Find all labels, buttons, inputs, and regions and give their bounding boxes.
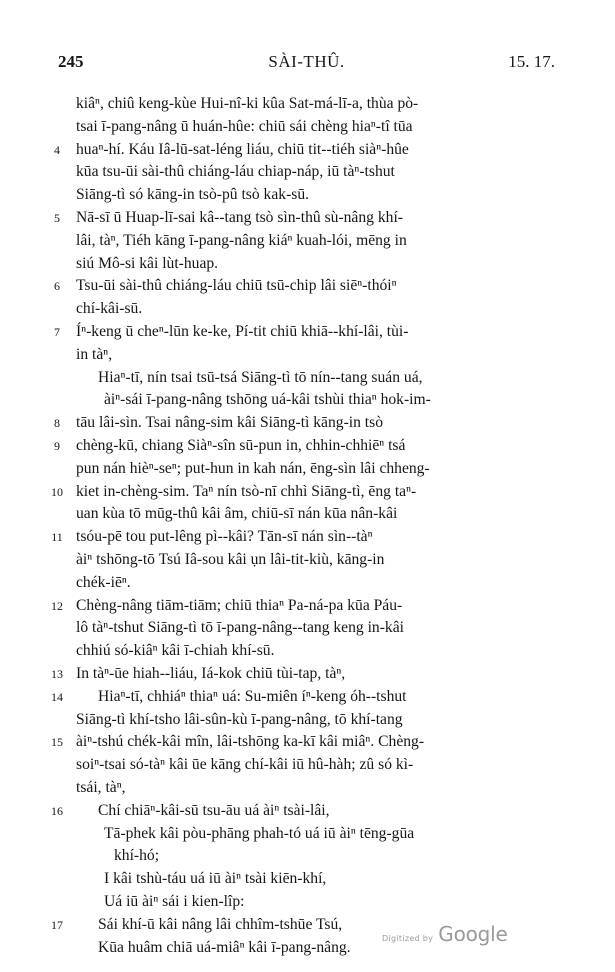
text-line	[0, 411, 615, 435]
line-text: Hiaⁿ-tī, chhiáⁿ thiaⁿ uá: Su-miên íⁿ-keng óh--tshut	[98, 687, 407, 705]
text-line	[0, 343, 615, 367]
verse-number: 16	[51, 803, 63, 818]
line-text: In tàⁿ-ūe hiah--liáu, Iá-kok chiū tùi-tap, tàⁿ,	[76, 665, 346, 682]
digitized-by-google-watermark	[382, 922, 508, 946]
verse-number: 4	[54, 142, 60, 157]
text-line	[0, 457, 615, 481]
text-line	[0, 913, 615, 937]
line-text: Tā-phek kâi pòu-phāng phah-tó uá iū àiⁿ tēng-gūa	[104, 824, 415, 842]
text-line	[0, 639, 615, 663]
line-text: àiⁿ-tshú chék-kâi mîn, lâi-tshōng ka-kī kâi miâⁿ. Chèng-	[76, 733, 425, 751]
line-text: Nā-sī ū Huap-lī-sai kâ--tang tsò sìn-thû sù-nâng khí-	[76, 209, 403, 226]
line-text: tsóu-pē tou put-lêng pì--kâi? Tān-sī nán sìn--tàⁿ	[76, 528, 373, 546]
watermark-prefix: Digitized by	[382, 934, 434, 943]
text-line	[0, 388, 615, 412]
line-text: chí-kâi-sū.	[76, 300, 143, 318]
line-text: in tàⁿ,	[76, 345, 113, 363]
text-line	[0, 776, 615, 800]
line-text: tsái, tàⁿ,	[76, 779, 126, 796]
line-text: siú Mô-si kâi lùt-huap.	[76, 254, 219, 272]
text-line	[0, 206, 615, 230]
line-text: chék-iēⁿ.	[76, 573, 131, 591]
line-text: khí-hó;	[114, 847, 160, 865]
text-line	[0, 708, 615, 732]
verse-number: 17	[51, 917, 63, 932]
text-line	[0, 730, 615, 754]
line-text: huaⁿ-hí. Káu Iâ-lū-sat-léng liáu, chiū tit--tiéh siàⁿ-hûe	[76, 140, 409, 158]
line-text: uan kùa tō mūg-thû kâi âm, chiū-sī nán kūa nân-kâi	[76, 505, 398, 523]
line-text: àiⁿ tshōng-tō Tsú Iâ-sou kâi ụn lâi-tit-kiù, kāng-in	[76, 551, 385, 568]
page-number: 245	[58, 52, 84, 71]
line-text: kūa tsu-ūi sài-thû chiáng-láu chiap-náp, iū tàⁿ-tshut	[76, 163, 395, 181]
text-line	[0, 160, 615, 184]
chapter-verse-reference: 15. 17.	[508, 52, 555, 71]
text-line	[0, 867, 615, 891]
line-text: Kūa huâm chiā uá-miâⁿ kâi ī-pang-nâng.	[98, 938, 351, 956]
text-line	[0, 92, 615, 116]
text-line	[0, 525, 615, 549]
text-line	[0, 502, 615, 526]
line-text: Siāng-tì khí-tsho lâi-sûn-kù ī-pang-nâng, tō khí-tang	[76, 710, 403, 728]
text-line	[0, 252, 615, 276]
text-line	[0, 936, 615, 960]
verse-number: 5	[54, 211, 60, 225]
text-line	[0, 594, 615, 618]
line-text: Siāng-tì só kāng-in tsò-pû tsò kak-sū.	[76, 186, 310, 204]
text-line	[0, 822, 615, 846]
text-line	[0, 890, 615, 914]
text-line	[0, 753, 615, 777]
line-text: àiⁿ-sái ī-pang-nâng tshōng uá-kâi tshùi thiaⁿ hok-im-	[104, 391, 431, 409]
line-text: tāu lâi-sìn. Tsai nâng-sim kâi Siāng-tì kāng-in tsò	[76, 414, 383, 432]
verse-number: 15	[51, 735, 63, 750]
line-text: I kâi tshù-táu uá iū àiⁿ tsài kiēn-khí,	[104, 870, 327, 888]
verse-number: 12	[51, 598, 63, 613]
line-text: lâi, tàⁿ, Tiéh kāng ī-pang-nâng kiáⁿ kuah-lói, mēng in	[76, 231, 407, 249]
text-line	[0, 229, 615, 253]
page-header	[58, 52, 555, 76]
line-text: kiet in-chèng-sim. Taⁿ nín tsò-nī chhì Siāng-tì, ēng taⁿ-	[76, 482, 417, 500]
line-text: Íⁿ-keng ū cheⁿ-lūn ke-ke, Pí-tit chiū khiā--khí-lâi, tùi-	[76, 323, 409, 340]
text-line	[0, 685, 615, 709]
text-line	[0, 616, 615, 640]
verse-number: 7	[54, 325, 60, 339]
verse-number: 10	[51, 484, 63, 499]
watermark-brand: Google	[438, 922, 508, 946]
text-line	[0, 799, 615, 823]
verse-number: 9	[54, 439, 60, 453]
text-line	[0, 480, 615, 504]
verse-number: 13	[51, 667, 63, 681]
text-line	[0, 548, 615, 572]
text-line	[0, 138, 615, 162]
line-text: pun nán hièⁿ-seⁿ; put-hun in kah nán, ēng-sìn lâi chheng-	[76, 459, 430, 477]
text-line	[0, 434, 615, 458]
text-line	[0, 844, 615, 868]
text-line	[0, 320, 615, 344]
line-text: chèng-kū, chiang Siàⁿ-sîn sū-pun in, chhin-chhiēⁿ tsá	[76, 437, 406, 454]
text-line	[0, 662, 615, 686]
line-text: Chèng-nâng tiām-tiām; chiū thiaⁿ Pa-ná-pa kūa Páu-	[76, 596, 403, 614]
verse-number: 11	[51, 530, 63, 545]
line-text: Hiaⁿ-tī, nín tsai tsū-tsá Siāng-tì tō nín--tang suán uá,	[98, 368, 423, 386]
line-text: Chí chiāⁿ-kâi-sū tsu-āu uá àiⁿ tsài-lâi,	[98, 801, 330, 819]
text-line	[0, 366, 615, 390]
text-line	[0, 297, 615, 321]
line-text: Uá iū àiⁿ sái i kien-lîp:	[104, 893, 245, 910]
running-title: SÀI-THÛ.	[268, 52, 345, 71]
verse-number: 14	[51, 689, 63, 704]
verse-number: 8	[54, 416, 60, 431]
line-text: Sái khí-ū kâi nâng lâi chhîm-tshūe Tsú,	[98, 915, 343, 933]
line-text: Tsu-ūi sài-thû chiáng-láu chiū tsū-chip lâi siēⁿ-thóiⁿ	[76, 277, 397, 295]
text-line	[0, 571, 615, 595]
text-line	[0, 274, 615, 298]
text-line	[0, 115, 615, 139]
line-text: lô tàⁿ-tshut Siāng-tì tō ī-pang-nâng--tang keng in-kâi	[76, 619, 404, 637]
line-text: chhiú só-kiâⁿ kâi ī-chiah khí-sū.	[76, 642, 275, 660]
text-line	[0, 183, 615, 207]
line-text: tsai ī-pang-nâng ū huán-hûe: chiū sái chèng hiaⁿ-tî tūa	[76, 117, 413, 135]
verse-number: 6	[54, 279, 60, 294]
line-text: soiⁿ-tsai só-tàⁿ kâi ūe kāng chí-kâi iū hû-hàh; zû só kì-	[76, 756, 414, 774]
line-text: kiâⁿ, chiû keng-kùe Hui-nî-ki kûa Sat-má-lī-a, thùa pò-	[76, 95, 419, 112]
